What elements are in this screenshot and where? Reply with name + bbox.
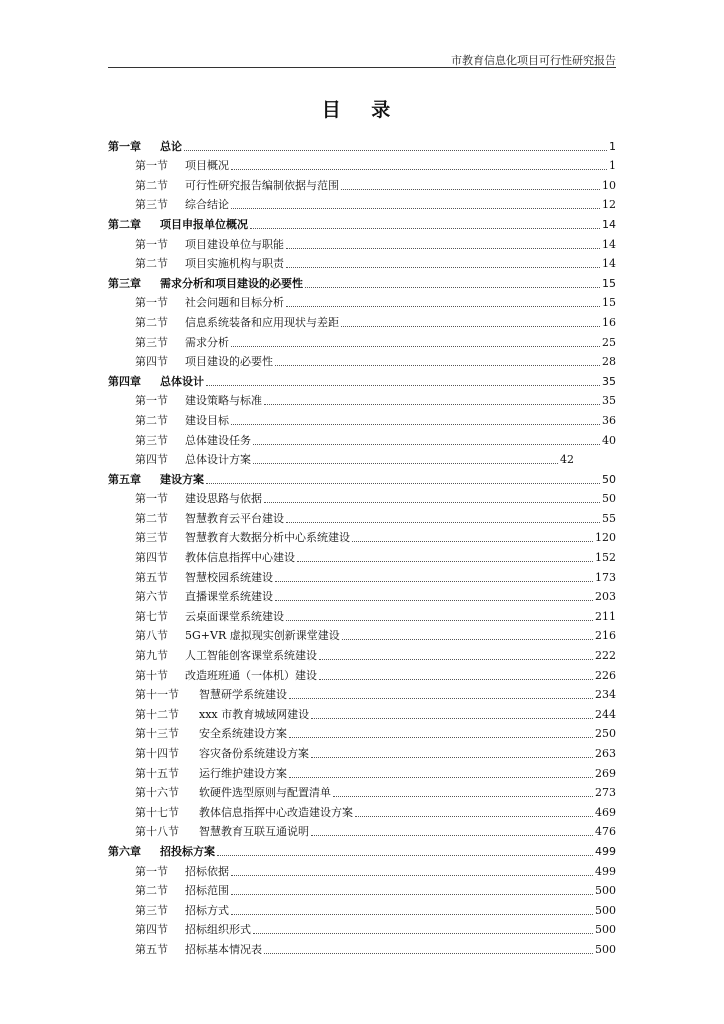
toc-entry-title: 5G+VR 虚拟现实创新课堂建设	[185, 629, 340, 643]
toc-page-number: 15	[602, 276, 616, 290]
toc-entry-number: 第五章	[108, 472, 141, 486]
table-of-contents	[108, 134, 616, 957]
toc-page-number: 500	[595, 884, 616, 898]
toc-entry-title: 改造班班通（一体机）建设	[185, 668, 317, 682]
toc-dot-leader	[275, 600, 593, 601]
toc-dot-leader	[231, 914, 593, 915]
toc-section-entry[interactable]	[108, 643, 616, 663]
toc-entry-title: 直播课堂系统建设	[185, 590, 273, 604]
toc-dot-leader	[264, 502, 600, 503]
toc-section-entry[interactable]	[108, 173, 616, 193]
toc-page-number: 16	[602, 315, 616, 329]
toc-page-number: 263	[595, 747, 616, 760]
toc-entry-number: 第十三节	[135, 727, 179, 741]
toc-section-entry[interactable]	[108, 389, 616, 409]
toc-page-number: 14	[602, 217, 616, 231]
header-rule	[108, 67, 616, 68]
toc-page-number: 234	[595, 688, 616, 702]
toc-section-entry[interactable]	[108, 193, 616, 213]
toc-section-entry[interactable]	[108, 330, 616, 350]
toc-entry-title: 可行性研究报告编制依据与范围	[185, 178, 339, 192]
toc-section-entry[interactable]	[108, 428, 616, 448]
toc-entry-number: 第十二节	[135, 707, 179, 721]
toc-entry-number: 第三节	[135, 903, 168, 917]
toc-dot-leader	[231, 346, 600, 347]
toc-dot-leader	[286, 267, 600, 268]
toc-dot-leader	[264, 953, 593, 954]
toc-dot-leader	[231, 424, 600, 425]
toc-entry-number: 第十五节	[135, 766, 179, 780]
toc-entry-title: 智慧教育互联互通说明	[199, 825, 309, 839]
toc-page-number: 469	[595, 805, 616, 819]
toc-section-entry[interactable]	[108, 526, 616, 546]
toc-page-number: 35	[602, 374, 616, 388]
toc-chapter-entry[interactable]	[108, 839, 616, 859]
toc-section-entry[interactable]	[108, 879, 616, 899]
toc-entry-number: 第十六节	[135, 786, 179, 800]
toc-entry-title: 教体信息指挥中心改造建设方案	[199, 805, 353, 819]
toc-entry-number: 第八节	[135, 629, 168, 643]
toc-entry-title: 项目建设的必要性	[185, 355, 273, 369]
toc-section-entry[interactable]	[108, 624, 616, 644]
toc-entry-title: 需求分析	[185, 335, 229, 349]
toc-dot-leader	[275, 581, 593, 582]
toc-section-entry[interactable]	[108, 408, 616, 428]
toc-dot-leader	[342, 639, 593, 640]
toc-entry-title: 建设思路与依据	[185, 492, 262, 506]
toc-entry-number: 第二节	[135, 315, 168, 329]
toc-page-number: 244	[595, 707, 616, 721]
toc-entry-title: 教体信息指挥中心建设	[185, 551, 295, 565]
toc-dot-leader	[289, 737, 593, 738]
toc-page-number: 499	[595, 844, 616, 858]
toc-entry-number: 第十八节	[135, 825, 179, 839]
toc-page-number: 250	[595, 727, 616, 741]
toc-entry-number: 第二章	[108, 217, 141, 231]
toc-section-entry[interactable]	[108, 781, 616, 801]
toc-entry-title: 智慧教育大数据分析中心系统建设	[185, 531, 350, 545]
toc-dot-leader	[319, 659, 593, 660]
toc-dot-leader	[206, 483, 600, 484]
toc-section-entry[interactable]	[108, 918, 616, 938]
toc-entry-title: 招标组织形式	[185, 923, 251, 937]
toc-entry-title: 人工智能创客课堂系统建设	[185, 649, 317, 663]
toc-dot-leader	[289, 777, 593, 778]
toc-section-entry[interactable]	[108, 683, 616, 703]
toc-dot-leader	[305, 287, 600, 288]
toc-entry-number: 第二节	[135, 257, 168, 271]
toc-page-number: 216	[595, 629, 616, 643]
toc-page-number: 28	[602, 355, 616, 369]
toc-chapter-entry[interactable]	[108, 467, 616, 487]
toc-dot-leader	[355, 816, 593, 817]
toc-page-number: 35	[602, 394, 616, 408]
toc-dot-leader	[264, 404, 600, 405]
toc-entry-title: 安全系统建设方案	[199, 727, 287, 741]
toc-dot-leader	[286, 620, 593, 621]
toc-section-entry[interactable]	[108, 898, 616, 918]
toc-dot-leader	[311, 718, 593, 719]
toc-entry-title: 总体设计方案	[185, 453, 251, 467]
toc-entry-number: 第一节	[135, 864, 168, 878]
toc-entry-title: 总论	[160, 139, 182, 153]
toc-page-number: 40	[602, 433, 616, 447]
toc-dot-leader	[341, 189, 600, 190]
toc-page-number: 120	[595, 531, 616, 545]
toc-chapter-entry[interactable]	[108, 212, 616, 232]
toc-entry-number: 第六节	[135, 590, 168, 604]
toc-entry-number: 第十节	[135, 668, 168, 682]
toc-entry-number: 第一节	[135, 237, 168, 251]
toc-entry-number: 第七节	[135, 609, 168, 623]
toc-page-number: 500	[595, 903, 616, 917]
toc-section-entry[interactable]	[108, 761, 616, 781]
toc-entry-title: 软硬件选型原则与配置清单	[199, 786, 331, 800]
toc-dot-leader	[250, 228, 600, 229]
toc-entry-number: 第五节	[135, 570, 168, 584]
toc-dot-leader	[184, 150, 607, 151]
toc-section-entry[interactable]	[108, 722, 616, 742]
toc-dot-leader	[289, 698, 593, 699]
toc-section-entry[interactable]	[108, 859, 616, 879]
toc-section-entry[interactable]	[108, 585, 616, 605]
toc-section-entry[interactable]	[108, 506, 616, 526]
toc-page-number: 50	[602, 472, 616, 486]
toc-dot-leader	[352, 541, 593, 542]
toc-entry-title: 运行维护建设方案	[199, 766, 287, 780]
toc-entry-title: 招投标方案	[160, 844, 215, 858]
toc-page-number: 14	[602, 257, 616, 271]
toc-dot-leader	[297, 561, 593, 562]
toc-dot-leader	[253, 933, 593, 934]
toc-dot-leader	[253, 463, 558, 464]
toc-entry-number: 第一节	[135, 159, 168, 173]
toc-page-number: 211	[595, 609, 616, 623]
toc-dot-leader	[253, 444, 600, 445]
toc-section-entry[interactable]	[108, 350, 616, 370]
toc-dot-leader	[311, 835, 593, 836]
toc-entry-number: 第一章	[108, 139, 141, 153]
toc-entry-title: 招标基本情况表	[185, 942, 262, 956]
toc-entry-number: 第三节	[135, 198, 168, 212]
toc-dot-leader	[311, 757, 593, 758]
toc-entry-number: 第三节	[135, 531, 168, 545]
toc-dot-leader	[231, 169, 607, 170]
toc-entry-number: 第一节	[135, 492, 168, 506]
toc-entry-number: 第四节	[135, 923, 168, 937]
toc-entry-number: 第四节	[135, 453, 168, 467]
toc-entry-number: 第四节	[135, 551, 168, 565]
toc-dot-leader	[341, 326, 600, 327]
toc-section-entry[interactable]	[108, 800, 616, 820]
toc-page-number: 36	[602, 413, 616, 427]
toc-entry-number: 第六章	[108, 844, 141, 858]
toc-page-number: 152	[595, 551, 616, 565]
toc-entry-title: 社会问题和目标分析	[185, 296, 284, 310]
toc-entry-title: 容灾备份系统建设方案	[199, 747, 309, 760]
toc-dot-leader	[286, 522, 600, 523]
toc-page-number: 12	[602, 198, 616, 212]
toc-entry-title: 智慧校园系统建设	[185, 570, 273, 584]
toc-chapter-entry[interactable]	[108, 134, 616, 154]
toc-section-entry[interactable]	[108, 702, 616, 722]
toc-entry-number: 第二节	[135, 884, 168, 898]
toc-dot-leader	[206, 385, 600, 386]
toc-section-entry[interactable]	[108, 741, 616, 761]
toc-entry-title: 项目概况	[185, 159, 229, 173]
toc-dot-leader	[231, 894, 593, 895]
toc-entry-number: 第三章	[108, 276, 141, 290]
toc-entry-title: 总体设计	[160, 374, 204, 388]
toc-entry-number: 第三节	[135, 433, 168, 447]
toc-entry-title: 建设目标	[185, 413, 229, 427]
toc-page-number: 476	[595, 825, 616, 839]
toc-entry-title: 项目建设单位与职能	[185, 237, 284, 251]
toc-entry-title: 招标范围	[185, 884, 229, 898]
toc-entry-number: 第十四节	[135, 747, 179, 760]
toc-entry-title: 综合结论	[185, 198, 229, 212]
toc-page-number: 25	[602, 335, 616, 349]
toc-page-number: 14	[602, 237, 616, 251]
toc-chapter-entry[interactable]	[108, 271, 616, 291]
toc-entry-title: 云桌面课堂系统建设	[185, 609, 284, 623]
toc-section-entry[interactable]	[108, 448, 616, 468]
toc-entry-number: 第十七节	[135, 805, 179, 819]
page-title: 目 录	[321, 99, 403, 121]
toc-section-entry[interactable]	[108, 291, 616, 311]
toc-dot-leader	[217, 855, 593, 856]
toc-section-entry[interactable]	[108, 487, 616, 507]
toc-dot-leader	[231, 208, 600, 209]
toc-page-number: 499	[595, 864, 616, 878]
toc-entry-number: 第十一节	[135, 688, 179, 702]
toc-entry-title: 智慧研学系统建设	[199, 688, 287, 702]
toc-dot-leader	[286, 248, 600, 249]
toc-page-number: 55	[602, 511, 616, 525]
toc-dot-leader	[286, 306, 600, 307]
toc-section-entry[interactable]	[108, 310, 616, 330]
toc-section-entry[interactable]	[108, 565, 616, 585]
toc-entry-title: 需求分析和项目建设的必要性	[160, 276, 303, 290]
toc-page-number: 15	[602, 296, 616, 310]
toc-entry-number: 第四章	[108, 374, 141, 388]
toc-page-number: 222	[595, 649, 616, 663]
toc-page-number: 1	[609, 159, 616, 173]
toc-section-entry[interactable]	[108, 937, 616, 957]
toc-page-number: 50	[602, 492, 616, 506]
toc-entry-title: 招标依据	[185, 864, 229, 878]
toc-page-number: 269	[595, 766, 616, 780]
toc-dot-leader	[333, 796, 593, 797]
toc-dot-leader	[319, 679, 593, 680]
toc-entry-number: 第五节	[135, 942, 168, 956]
toc-entry-number: 第三节	[135, 335, 168, 349]
toc-section-entry[interactable]	[108, 820, 616, 840]
toc-chapter-entry[interactable]	[108, 369, 616, 389]
toc-entry-title: 总体建设任务	[185, 433, 251, 447]
toc-page-number: 203	[595, 590, 616, 604]
toc-section-entry[interactable]	[108, 252, 616, 272]
toc-entry-title: 项目申报单位概况	[160, 217, 248, 231]
toc-page-number: 226	[595, 668, 616, 682]
toc-entry-number: 第九节	[135, 649, 168, 663]
toc-page-number: 500	[595, 942, 616, 956]
toc-entry-number: 第二节	[135, 178, 168, 192]
toc-section-entry[interactable]	[108, 154, 616, 174]
toc-section-entry[interactable]	[108, 232, 616, 252]
toc-page-number: 42	[560, 453, 574, 467]
toc-entry-number: 第二节	[135, 413, 168, 427]
toc-dot-leader	[275, 365, 600, 366]
running-header: 市教育信息化项目可行性研究报告	[451, 54, 616, 67]
toc-entry-title: 智慧教育云平台建设	[185, 511, 284, 525]
toc-section-entry[interactable]	[108, 545, 616, 565]
toc-entry-number: 第一节	[135, 394, 168, 408]
toc-entry-title: xxx 市教育城域网建设	[199, 707, 310, 721]
toc-entry-number: 第一节	[135, 296, 168, 310]
toc-dot-leader	[231, 875, 593, 876]
toc-entry-title: 信息系统装备和应用现状与差距	[185, 315, 339, 329]
toc-section-entry[interactable]	[108, 663, 616, 683]
toc-page-number: 273	[595, 786, 616, 800]
toc-entry-title: 建设方案	[160, 472, 204, 486]
toc-page-number: 1	[609, 139, 616, 153]
toc-page-number: 10	[602, 178, 616, 192]
toc-entry-title: 招标方式	[185, 903, 229, 917]
toc-entry-number: 第四节	[135, 355, 168, 369]
toc-entry-title: 项目实施机构与职责	[185, 257, 284, 271]
toc-entry-number: 第二节	[135, 511, 168, 525]
toc-section-entry[interactable]	[108, 604, 616, 624]
toc-page-number: 500	[595, 923, 616, 937]
toc-entry-title: 建设策略与标准	[185, 394, 262, 408]
toc-page-number: 173	[595, 570, 616, 584]
